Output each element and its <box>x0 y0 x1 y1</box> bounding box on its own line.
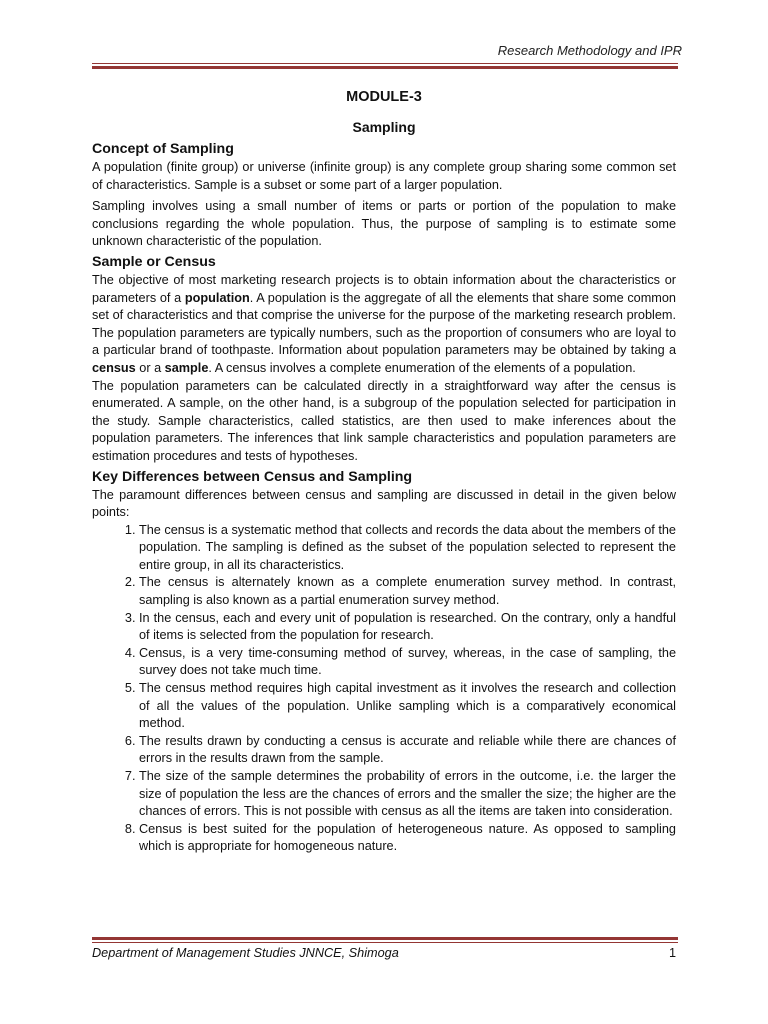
footer-rule-thin <box>92 942 678 943</box>
text-run: or a <box>135 360 165 375</box>
list-item: 8. Census is best suited for the population of heterogeneous nature. As opposed to sampling which is appropriate for homogeneous nature. <box>139 821 676 856</box>
list-item: 2. The census is alternately known as a complete enumeration survey method. In contrast, sampling is also known as a partial enumeration survey method. <box>139 574 676 609</box>
text-run: . A population is the aggregate of all the elements that share some common set of characteristics and that comprise the universe for the purpose of the marketing research problem. The population parameters are typically numbers, such as the proportion of consumers who are loyal to a particular brand of toothpaste. Information about population parameters may be obtained by taking a <box>92 290 676 358</box>
section-heading-differences: Key Differences between Census and Sampling <box>92 468 413 485</box>
concept-paragraph-2: Sampling involves using a small number of items or parts or portion of the population to make conclusions regarding the whole population. Thus, the purpose of sampling is to estimate some unknown characteristic of the population. <box>92 199 676 249</box>
sample-census-paragraph-2: The population parameters can be calculated directly in a straightforward way after the census is enumerated. A sample, on the other hand, is a subgroup of the population selected for participation in the study. Sample characteristics, called statistics, are then used to make inferences about the population parameters. The inferences that link sample characteristics and population parameters are estimation procedures and tests of hypotheses. <box>92 378 676 463</box>
section-heading-sample-census: Sample or Census <box>92 253 216 270</box>
differences-intro: The paramount differences between census and sampling are discussed in detail in the given below points: <box>92 487 676 520</box>
list-item: 1. The census is a systematic method that collects and records the data about the members of the population. The sampling is defined as the subset of the population selected to represent the entire group, in all its characteristics. <box>139 522 676 575</box>
header-rule-thin <box>92 63 678 64</box>
bold-term-population: population <box>184 290 250 305</box>
page-content <box>92 88 676 856</box>
chapter-title: Sampling <box>352 119 416 135</box>
running-header: Research Methodology and IPR <box>497 43 682 58</box>
bold-term-census: census <box>92 360 136 375</box>
list-item: 4. Census, is a very time-consuming method of survey, whereas, in the case of sampling, the survey does not take much time. <box>139 645 676 680</box>
list-item: 7. The size of the sample determines the probability of errors in the outcome, i.e. the larger the size of population the less are the chances of errors and the smaller the size; the higher are the chances of errors. This is not possible with census as all the items are taken into consideration. <box>139 768 676 821</box>
module-title: MODULE-3 <box>346 89 422 105</box>
bold-term-sample: sample <box>164 360 209 375</box>
text-run: . A census involves a complete enumeration of the elements of a population. <box>208 360 636 375</box>
running-footer: Department of Management Studies JNNCE, Shimoga <box>92 946 399 960</box>
header-rule-thick <box>92 66 678 69</box>
header-rule <box>92 63 678 69</box>
footer-rule-thick <box>92 937 678 940</box>
text-run: The objective of most marketing research projects is to obtain information about the characteristics or parameters of a <box>92 272 676 305</box>
differences-list <box>92 522 676 856</box>
footer-rule <box>92 937 678 943</box>
page-number: 1 <box>668 946 676 960</box>
list-item: 5. The census method requires high capital investment as it involves the research and collection of all the values of the population. Unlike sampling which is a comparatively economical method. <box>139 680 676 733</box>
section-heading-concept: Concept of Sampling <box>92 141 234 157</box>
list-item: 3. In the census, each and every unit of population is researched. On the contrary, only a handful of items is selected from the population for research. <box>139 610 676 645</box>
list-item: 6. The results drawn by conducting a census is accurate and reliable while there are chances of errors in the results drawn from the sample. <box>139 733 676 768</box>
sample-census-paragraph-1 <box>92 272 676 378</box>
concept-paragraph-1: A population (finite group) or universe (infinite group) is any complete group sharing some common set of characteristics. Sample is a subset or some part of a larger population. <box>92 160 676 192</box>
